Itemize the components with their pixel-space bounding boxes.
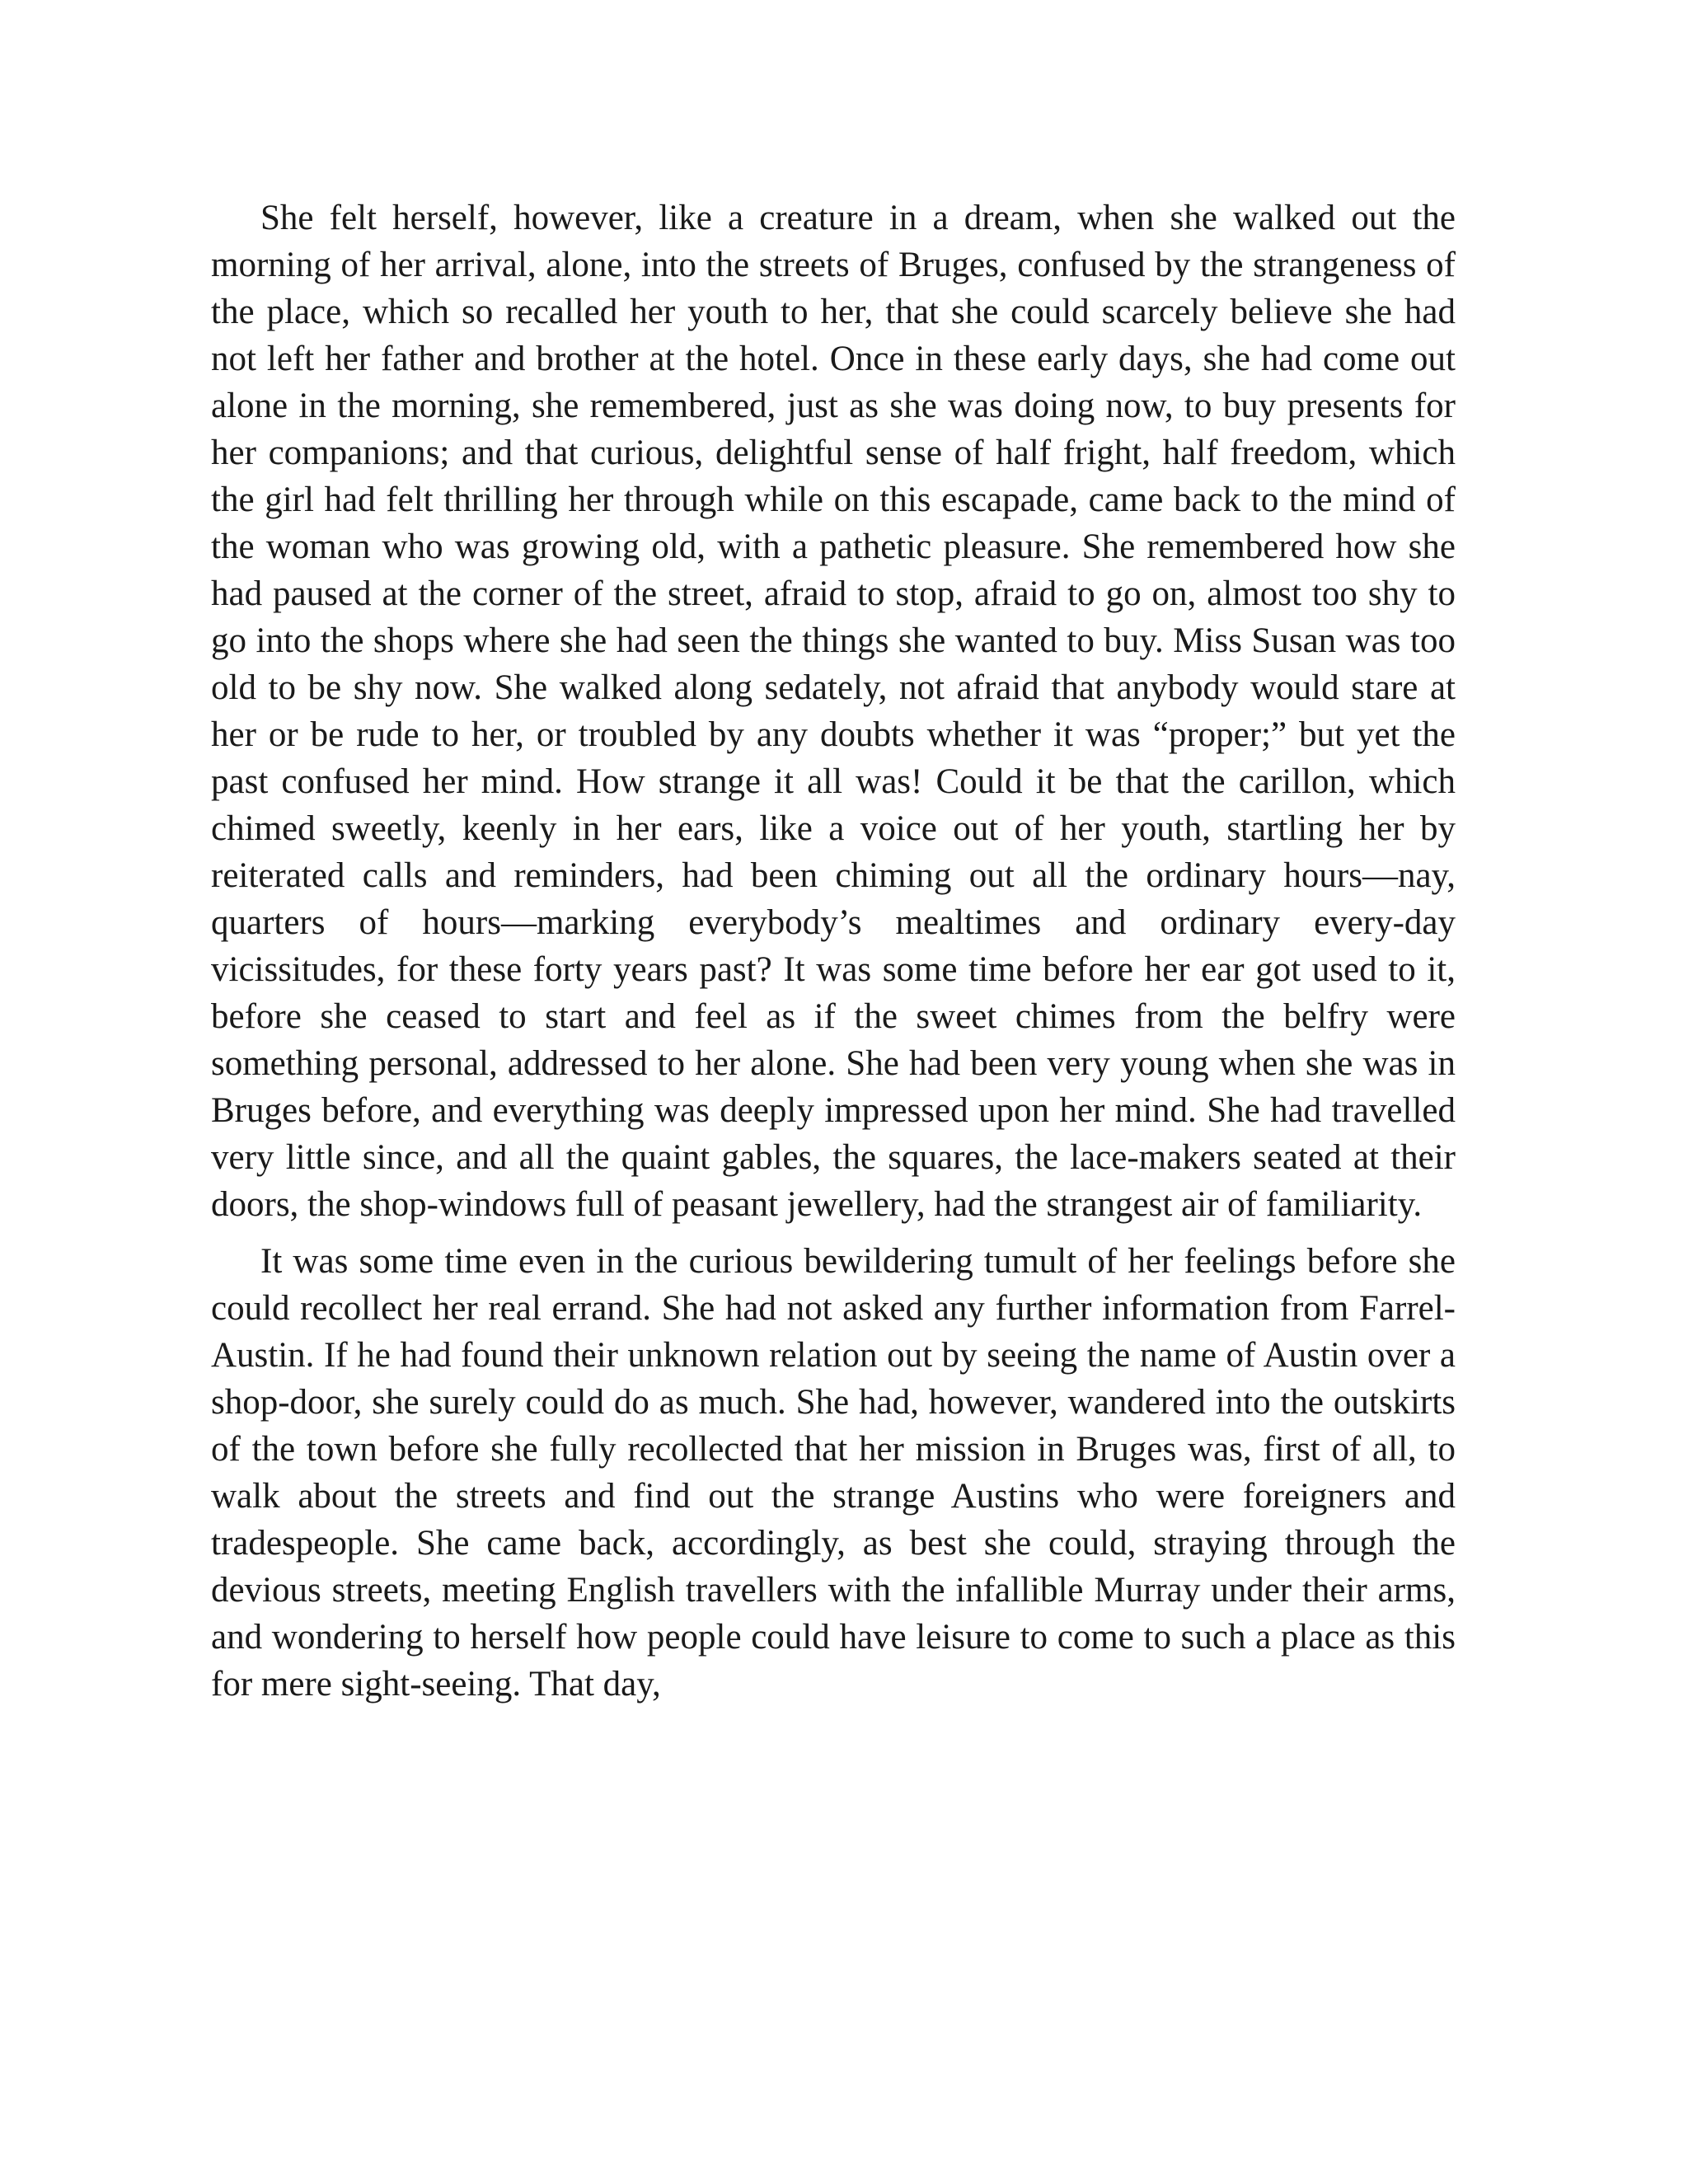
paragraph: She felt herself, however, like a creature in a dream, when she walked out the morning of her arrival, alone, into the streets of Bruges, confused by the strangeness of the place, which so recalled her youth to her, that she could scarcely believe she had not left her father and brother at the hotel. Once in these early days, she had come out alone in the morning, she remembered, just as she was doing now, to buy presents for her companions; and that curious, delightful sense of half fright, half freedom, which the girl had felt thrilling her through while on this escapade, came back to the mind of the woman who was growing old, with a pathetic pleasure. She remembered how she had paused at the corner of the street, afraid to stop, afraid to go on, almost too shy to go into the shops where she had seen the things she wanted to buy. Miss Susan was too old to be shy now. She walked along sedately, not afraid that anybody would stare at her or be rude to her, or troubled by any doubts whether it was “proper;” but yet the past confused her mind. How strange it all was! Could it be that the carillon, which chimed sweetly, keenly in her ears, like a voice out of her youth, startling her by reiterated calls and reminders, had been chiming out all the ordinary hours—nay, quarters of hours—marking everybody’s mealtimes and ordinary every-day vicissitudes, for these forty years past? It was some time before her ear got used to it, before she ceased to start and feel as if the sweet chimes from the belfry were something personal, addressed to her alone. She had been very young when she was in Bruges before, and everything was deeply impressed upon her mind. She had travelled very little since, and all the quaint gables, the squares, the lace-makers seated at their doors, the shop-windows full of peasant jewellery, had the strangest air of familiarity.	[211, 199, 1456, 1224]
body-text	[211, 194, 1456, 1708]
paragraph: It was some time even in the curious bewildering tumult of her feelings before she could recollect her real errand. She had not asked any further information from Farrel-Austin. If he had found their unknown relation out by seeing the name of Austin over a shop-door, she surely could do as much. She had, however, wandered into the outskirts of the town before she fully recollected that her mission in Bruges was, first of all, to walk about the streets and find out the strange Austins who were foreigners and tradespeople. She came back, accordingly, as best she could, straying through the devious streets, meeting English travellers with the infallible Murray under their arms, and wondering to herself how people could have leisure to come to such a place as this for mere sight-seeing. That day,	[211, 1242, 1456, 1704]
